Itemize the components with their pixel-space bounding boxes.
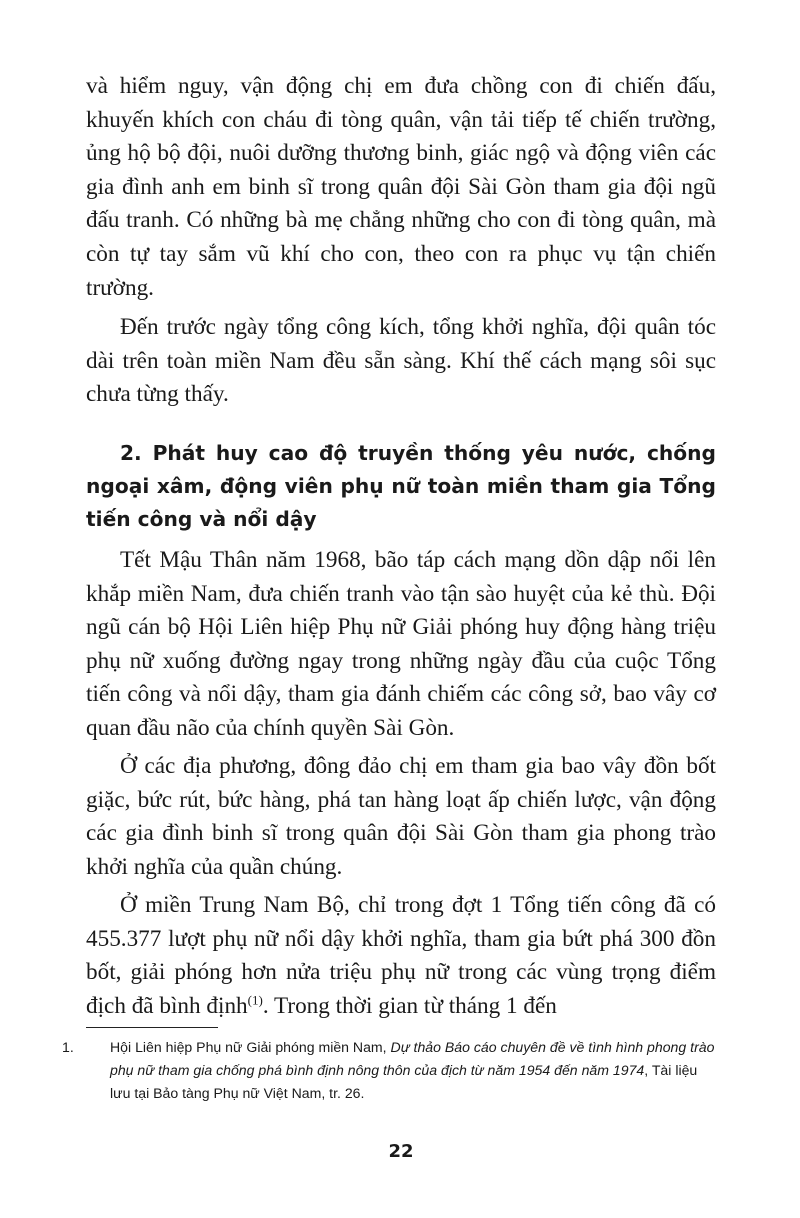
footnote-rest: , Tài liệu lưu tại Bảo tàng Phụ nữ Việt Nam, tr. 26. (110, 1062, 698, 1101)
paragraph-5-text-end: . Trong thời gian từ tháng 1 đến (262, 992, 557, 1019)
paragraph-2: Đến trước ngày tổng công kích, tổng khởi nghĩa, đội quân tóc dài trên toàn miền Nam đều sẵn sàng. Khí thế cách mạng sôi sục chưa từng thấy. (86, 314, 716, 408)
paragraph-1: và hiểm nguy, vận động chị em đưa chồng con đi chiến đấu, khuyến khích con cháu đi tòng quân, vận tải tiếp tế chiến trường, ủng hộ bộ đội, nuôi dưỡng thương binh, giác ngộ và động viên các gia đình anh em binh sĩ trong quân đội Sài Gòn tham gia đội ngũ đấu tranh. Có những bà mẹ chẳng những cho con đi tòng quân, mà còn tự tay sắm vũ khí cho con, theo con ra phục vụ tận chiến trường. (86, 73, 716, 301)
paragraph-5 (86, 889, 716, 1023)
footnote-source: Hội Liên hiệp Phụ nữ Giải phóng miền Nam, (110, 1039, 387, 1055)
footnote-divider (86, 1027, 218, 1028)
page-number: 22 (388, 1141, 414, 1162)
footnote-title: Dự thảo Báo cáo chuyên đề về tình hình phong trào phụ nữ tham gia chống phá bình định nông thôn của địch từ năm 1954 đến năm 1974 (110, 1039, 715, 1078)
paragraph-5-text: Ở miền Trung Nam Bộ, chỉ trong đợt 1 Tổng tiến công đã có 455.377 lượt phụ nữ nổi dậy khởi nghĩa, tham gia bứt phá 300 đồn bốt, giải phóng hơn nửa triệu phụ nữ trong các vùng trọng điểm địch đã bình định (86, 892, 716, 1019)
paragraph-3: Tết Mậu Thân năm 1968, bão táp cách mạng dồn dập nổi lên khắp miền Nam, đưa chiến tranh vào tận sào huyệt của kẻ thù. Đội ngũ cán bộ Hội Liên hiệp Phụ nữ Giải phóng huy động hàng triệu phụ nữ xuống đường ngay trong những ngày đầu của cuộc Tổng tiến công và nổi dậy, tham gia đánh chiếm các công sở, bao vây cơ quan đầu não của chính quyền Sài Gòn. (86, 547, 716, 741)
footnote-number: 1. (62, 1039, 74, 1055)
footnote-reference: (1) (247, 992, 263, 1008)
paragraph-4: Ở các địa phương, đông đảo chị em tham gia bao vây đồn bốt giặc, bức rút, bức hàng, phá tan hàng loạt ấp chiến lược, vận động các gia đình binh sĩ trong quân đội Sài Gòn tham gia phong trào khởi nghĩa của quần chúng. (86, 753, 716, 880)
section-heading: 2. Phát huy cao độ truyền thống yêu nước, chống ngoại xâm, động viên phụ nữ toàn miền tham gia Tổng tiến công và nổi dậy (86, 441, 716, 531)
footnote (62, 1036, 716, 1105)
